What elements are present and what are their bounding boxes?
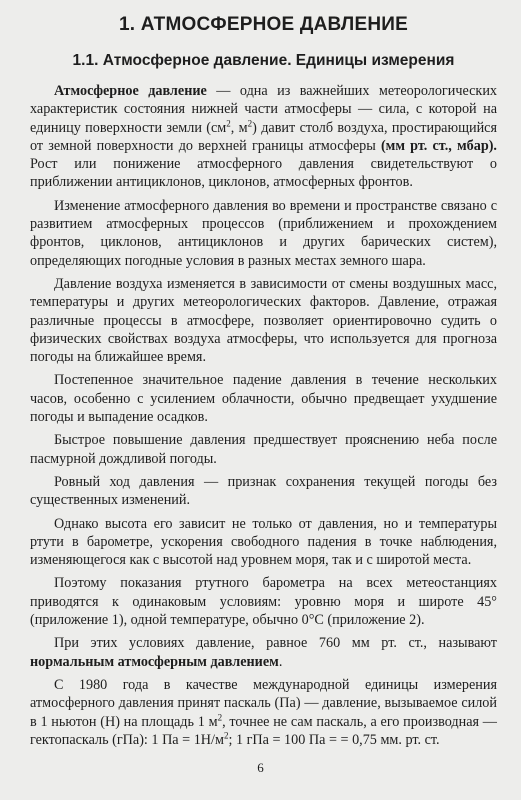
term-atmospheric-pressure: Атмосферное давление — [54, 83, 207, 99]
superscript: 2 — [226, 117, 231, 128]
paragraph-3: Давление воздуха изменяется в зависимости от смены воздушных масс, температуры и других метеорологических факторов. Давление, отражая различные процессы в атмосфере, позволяет ориентировочно судить о физических свойствах воздуха атмосферы, что используется для прогноза погоды на ближайшее время. — [30, 275, 497, 366]
paragraph-8: Поэтому показания ртутного барометра на всех метеостанциях приводятся к одинаковым условиям: уровню моря и широте 45° (приложение 1), одной температуре, обычно 0°С (приложение 2). — [30, 575, 497, 629]
superscript: 2 — [217, 711, 223, 722]
paragraph-7: Однако высота его зависит не только от давления, но и температуры ртути в барометре, ускорения свободного падения в точке наблюдения, изменяющегося как с высотой над уровнем моря, так и с широтой места. — [30, 515, 497, 569]
paragraph-10-text-c: ; 1 гПа = 100 Па = = 0,75 мм. рт. ст. — [228, 731, 440, 748]
paragraph-1 — [30, 82, 497, 192]
paragraph-2: Изменение атмосферного давления во времени и пространстве связано с развитием атмосферных процессов (приближением и прохождением фронтов, циклонов, антициклонов и других барических систем), определяющих погодные условия в разных местах земного шара. — [30, 197, 497, 269]
paragraph-1-text-d: Рост или понижение атмосферного давления свидетельствуют о приближении антициклонов, циклонов, атмосферных фронтов. — [30, 156, 497, 191]
paragraph-9 — [30, 634, 497, 671]
paragraph-9-text-b: . — [278, 653, 283, 670]
chapter-title: 1. АТМОСФЕРНОЕ ДАВЛЕНИЕ — [118, 14, 408, 35]
paragraph-10-text-b: , точнее не сам паскаль, а его производная — гектопаскаль (гПа): 1 Па = 1Н/м — [30, 713, 497, 748]
paragraph-9-text-a: При этих условиях давление, равное 760 мм рт. ст., называют — [54, 635, 497, 652]
superscript: 2 — [247, 117, 253, 128]
paragraph-6: Ровный ход давления — признак сохранения текущей погоды без существенных изменений. — [30, 473, 497, 509]
term-normal-pressure: нормальным атмосферным давлением — [30, 653, 279, 670]
superscript: 2 — [223, 730, 229, 741]
paragraph-1-text-c: ) давит столб воздуха, простирающийся от земной поверхности до верхней границы атмосферы — [30, 119, 498, 154]
paragraph-4: Постепенное значительное падение давления в течение нескольких часов, особенно с усилением облачности, обычно предвещает ухудшение погоды и выпадение осадков. — [30, 372, 497, 426]
paragraph-1-text-b: , м — [230, 119, 248, 136]
paragraph-10-text-a: С 1980 года в качестве международной единицы измерения атмосферного давления принят паскаль (Па) — давление, вызываемое силой в 1 ньютон (Н) на площадь 1 м — [30, 676, 497, 730]
body-text — [30, 82, 497, 749]
section-title: 1.1. Атмосферное давление. Единицы измерения — [72, 52, 455, 69]
paragraph-1-text-a: — одна из важнейших метеорологических характеристик состояния нижней части атмосферы — сила, с которой на единицу поверхности земли (см — [30, 83, 498, 136]
paragraph-5: Быстрое повышение давления предшествует прояснению неба после пасмурной дождливой погоды. — [30, 432, 497, 467]
page-number: 6 — [257, 760, 264, 775]
units-bold: (мм рт. ст., мбар). — [380, 137, 497, 154]
paragraph-10 — [30, 676, 497, 749]
